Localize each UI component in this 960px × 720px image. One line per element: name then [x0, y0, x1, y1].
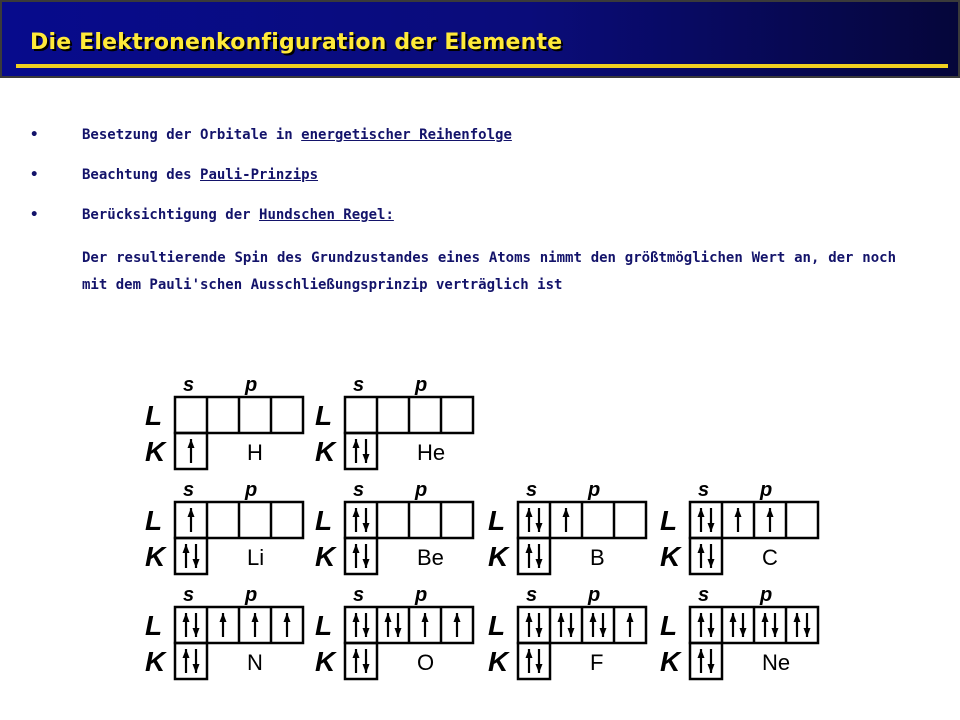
spin-down-head — [708, 628, 715, 637]
label-s: s — [698, 479, 710, 501]
spin-up-head — [188, 439, 195, 448]
spin-down-head — [536, 628, 543, 637]
element-symbol: Li — [247, 545, 265, 570]
element-symbol: C — [762, 545, 778, 570]
label-shell-K: K — [145, 436, 166, 467]
label-s: s — [698, 584, 710, 606]
spin-down-head — [363, 664, 370, 673]
bullet-text: Beachtung des — [82, 167, 201, 183]
spin-up-head — [735, 508, 742, 517]
spin-up-head — [627, 613, 634, 622]
spin-up-head — [353, 439, 360, 448]
label-shell-K: K — [660, 646, 681, 677]
K-shell-box — [345, 433, 377, 469]
label-s: s — [353, 584, 365, 606]
label-shell-L: L — [488, 505, 506, 536]
label-p: p — [245, 374, 258, 396]
spin-up-head — [353, 544, 360, 553]
spin-up-head — [422, 613, 429, 622]
label-shell-L: L — [315, 400, 333, 431]
label-p: p — [245, 584, 258, 606]
label-s: s — [183, 479, 195, 501]
bullet-dot: • — [30, 127, 39, 143]
spin-up-head — [558, 613, 565, 622]
element-symbol: H — [247, 440, 263, 465]
spin-down-head — [708, 559, 715, 568]
spin-down-head — [568, 628, 575, 637]
label-s: s — [183, 374, 195, 396]
label-shell-K: K — [488, 541, 509, 572]
spin-down-head — [708, 523, 715, 532]
spin-up-head — [252, 613, 259, 622]
label-p: p — [415, 374, 428, 396]
K-shell-box — [175, 643, 207, 679]
spin-down-head — [708, 664, 715, 673]
spin-down-head — [536, 664, 543, 673]
K-shell-box — [175, 538, 207, 574]
spin-up-head — [353, 508, 360, 517]
label-p: p — [588, 479, 601, 501]
spin-down-head — [772, 628, 779, 637]
bullet-link-text: Hundschen Regel: — [259, 207, 394, 223]
spin-down-head — [600, 628, 607, 637]
spin-down-head — [193, 628, 200, 637]
spin-up-head — [188, 508, 195, 517]
spin-down-head — [395, 628, 402, 637]
K-shell-box — [345, 643, 377, 679]
spin-up-head — [526, 544, 533, 553]
spin-down-head — [193, 559, 200, 568]
element-symbol: B — [590, 545, 605, 570]
spin-up-head — [526, 508, 533, 517]
spin-up-head — [698, 544, 705, 553]
bullet-link-text: energetischer Reihenfolge — [301, 127, 512, 143]
element-symbol: F — [590, 650, 604, 675]
spin-up-head — [794, 613, 801, 622]
K-shell-box — [690, 643, 722, 679]
label-shell-L: L — [660, 505, 678, 536]
K-shell-box — [518, 643, 550, 679]
label-shell-L: L — [145, 610, 163, 641]
spin-up-head — [698, 613, 705, 622]
spin-up-head — [454, 613, 461, 622]
spin-up-head — [698, 508, 705, 517]
label-p: p — [588, 584, 601, 606]
spin-down-head — [363, 523, 370, 532]
label-shell-K: K — [315, 646, 336, 677]
spin-up-head — [220, 613, 227, 622]
spin-up-head — [563, 508, 570, 517]
label-shell-L: L — [488, 610, 506, 641]
spin-down-head — [193, 664, 200, 673]
element-symbol: N — [247, 650, 263, 675]
bullet-dot: • — [30, 207, 39, 223]
bullet-text: Besetzung der Orbitale in — [82, 127, 302, 143]
bullet-text: Berücksichtigung der — [82, 207, 260, 223]
spin-up-head — [590, 613, 597, 622]
label-shell-L: L — [315, 505, 333, 536]
spin-down-head — [363, 628, 370, 637]
label-s: s — [353, 374, 365, 396]
label-p: p — [415, 584, 428, 606]
spin-up-head — [385, 613, 392, 622]
spin-up-head — [284, 613, 291, 622]
spin-down-head — [363, 559, 370, 568]
label-shell-L: L — [315, 610, 333, 641]
K-shell-box — [345, 538, 377, 574]
spin-down-head — [804, 628, 811, 637]
label-shell-K: K — [315, 541, 336, 572]
slide-title: Die Elektronenkonfiguration der Elemente — [30, 30, 563, 55]
label-p: p — [415, 479, 428, 501]
spin-up-head — [767, 508, 774, 517]
spin-up-head — [353, 613, 360, 622]
label-s: s — [353, 479, 365, 501]
spin-up-head — [698, 649, 705, 658]
spin-down-head — [536, 559, 543, 568]
label-s: s — [526, 584, 538, 606]
label-shell-K: K — [145, 646, 166, 677]
spin-down-head — [740, 628, 747, 637]
label-s: s — [526, 479, 538, 501]
label-s: s — [183, 584, 195, 606]
label-shell-K: K — [145, 541, 166, 572]
element-symbol: Be — [417, 545, 444, 570]
spin-up-head — [183, 544, 190, 553]
label-p: p — [760, 479, 773, 501]
spin-up-head — [526, 649, 533, 658]
spin-down-head — [536, 523, 543, 532]
spin-up-head — [730, 613, 737, 622]
hund-rule-description: Der resultierende Spin des Grundzustandes eines Atoms nimmt den größtmöglichen Wert an, der noch mit dem Pauli'schen Ausschließungsprinzip verträglich ist — [82, 250, 896, 293]
spin-up-head — [526, 613, 533, 622]
element-symbol: Ne — [762, 650, 791, 675]
element-symbol: He — [417, 440, 446, 465]
label-shell-K: K — [660, 541, 681, 572]
label-p: p — [245, 479, 258, 501]
K-shell-box — [690, 538, 722, 574]
spin-up-head — [762, 613, 769, 622]
K-shell-box — [518, 538, 550, 574]
spin-up-head — [183, 613, 190, 622]
label-shell-L: L — [145, 505, 163, 536]
spin-up-head — [183, 649, 190, 658]
spin-up-head — [353, 649, 360, 658]
element-symbol: O — [417, 650, 435, 675]
label-shell-K: K — [488, 646, 509, 677]
label-shell-K: K — [315, 436, 336, 467]
label-shell-L: L — [145, 400, 163, 431]
bullet-dot: • — [30, 167, 39, 183]
bullet-link-text: Pauli-Prinzips — [200, 167, 319, 183]
label-shell-L: L — [660, 610, 678, 641]
label-p: p — [760, 584, 773, 606]
spin-down-head — [363, 454, 370, 463]
